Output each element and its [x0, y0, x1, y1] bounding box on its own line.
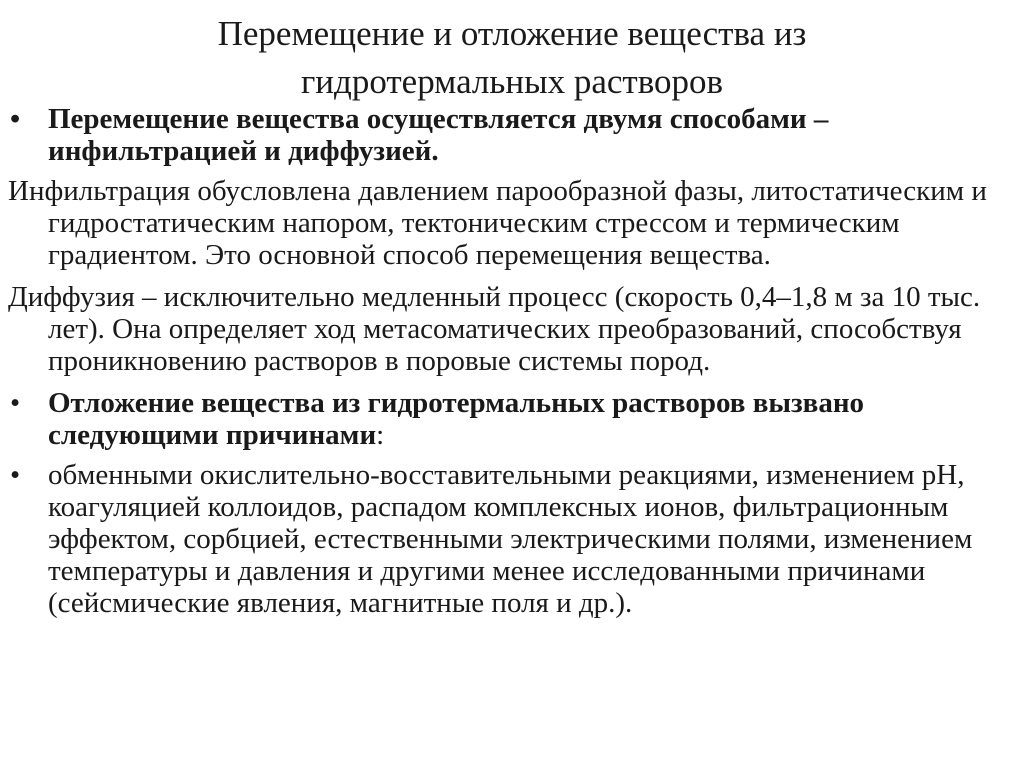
bullet-text: обменными окислительно-восставительными реакциями, изменением pH, коагуляцией коллоидов, распадом комплексных ионов, фильтрационным эффектом, сорбцией, естественными электрическими полями, изменением температуры и давления и другими менее исследованными причинами (сейсмические явления, магнитные поля и др.).: [48, 459, 973, 619]
slide-body: [8, 103, 1014, 629]
bullet-icon: •: [10, 459, 21, 491]
bullet-text-bold: Отложение вещества из гидротермальных растворов вызвано следующими причинами: [48, 387, 865, 451]
bullet-text: Перемещение вещества осуществляется двумя способами – инфильтрацией и диффузией.: [48, 103, 829, 167]
paragraph-text: Инфильтрация обусловлена давлением парообразной фазы, литостатическим и гидростатическим напором, тектоническим стрессом и термическим градиентом. Это основной способ перемещения вещества.: [8, 175, 987, 271]
bullet-icon: •: [10, 103, 21, 135]
bullet-item-deposition: [8, 387, 1014, 451]
bullet-item-movement: [8, 103, 1014, 167]
paragraph-diffusion: [8, 281, 1014, 377]
bullet-item-causes: [8, 459, 1014, 619]
bullet-icon: •: [10, 387, 21, 419]
title-line-1: Перемещение и отложение вещества из: [217, 14, 807, 53]
paragraph-text: Диффузия – исключительно медленный процесс (скорость 0,4–1,8 м за 10 тыс. лет). Она определяет ход метасоматических преобразований, способствуя проникновению растворов в поровые системы пород.: [8, 281, 981, 377]
paragraph-infiltration: [8, 175, 1014, 271]
bullet-text-tail: :: [376, 419, 385, 451]
title-line-2: гидротермальных растворов: [300, 62, 724, 101]
slide-title: [0, 10, 1024, 106]
